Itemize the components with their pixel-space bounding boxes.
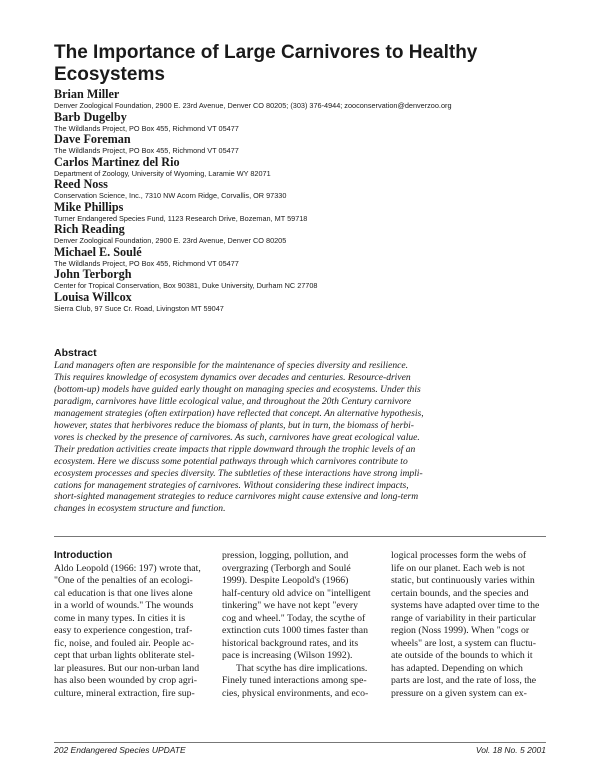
author-name: Mike Phillips <box>54 199 124 214</box>
body-line: wheels" are lost, a system can fluctu- <box>391 637 537 649</box>
author-name: Michael E. Soulé <box>54 244 142 259</box>
author-name: Louisa Willcox <box>54 289 132 304</box>
author-entry <box>54 111 554 134</box>
body-line: lar pleasures. But our non-urban land <box>54 662 200 674</box>
author-name: Reed Noss <box>54 177 108 191</box>
body-line: easy to experience congestion, traf- <box>54 625 193 636</box>
author-name: Barb Dugelby <box>54 109 127 124</box>
abstract-line: ecosystem processes and species diversity. The subtleties of these interactions have strong impli- <box>54 467 423 479</box>
body-line: Aldo Leopold (1966: 197) wrote that, <box>54 562 201 574</box>
body-line: 1999). Despite Leopold's (1966) <box>222 575 349 586</box>
body-column-1 <box>54 550 201 700</box>
body-column-3 <box>391 550 538 700</box>
author-list <box>54 88 554 313</box>
author-affiliation: Center for Tropical Conservation, Box 90381, Duke University, Durham NC 27708 <box>54 281 318 291</box>
author-affiliation: Department of Zoology, University of Wyoming, Laramie WY 82071 <box>54 168 271 178</box>
body-line: cal education is that one lives alone <box>54 587 193 599</box>
body-line: pace is increasing (Wilson 1992). <box>222 650 353 661</box>
author-name: Dave Foreman <box>54 132 131 146</box>
author-entry <box>54 133 554 156</box>
footer-page-label: 202 Endangered Species UPDATE <box>54 745 186 755</box>
body-line: culture, mineral extraction, fire sup- <box>54 687 195 699</box>
footer-divider <box>54 742 546 743</box>
abstract-line: management strategies (often extirpation) have reflected that concept. An alternative hypothesis, <box>54 407 424 419</box>
body-line: That scythe has dire implications. <box>236 662 368 674</box>
author-entry <box>54 201 554 224</box>
body-line: come in many types. In cities it is <box>54 612 186 624</box>
body-column-2 <box>222 550 369 700</box>
author-affiliation: Conservation Science, Inc., 7310 NW Acorn Ridge, Corvallis, OR 97330 <box>54 191 287 201</box>
abstract-line: however, states that herbivores reduce the biomass of plants, but in turn, the biomass of herbi- <box>54 419 414 431</box>
body-line: cept that urban lights obliterate stel- <box>54 650 195 661</box>
abstract-line: Land managers often are responsible for the maintenance of species diversity and resilience. <box>54 360 408 371</box>
abstract-line: ecosystem. Here we discuss some potential pathways through which carnivores contribute to <box>54 455 408 467</box>
abstract-line: This requires knowledge of ecosystem dynamics over decades and centuries. Resource-driven <box>54 371 411 383</box>
abstract-line: changes in ecosystem structure and function. <box>54 503 226 515</box>
body-line: has also been wounded by crop agri- <box>54 675 197 686</box>
body-line: range of variability in their particular <box>391 612 536 624</box>
author-name: John Terborgh <box>54 267 132 281</box>
body-line: has adapted. Depending on which <box>391 662 523 674</box>
abstract-line: short-sighted management strategies to reduce carnivores might cause extensive and long-term <box>54 491 419 503</box>
author-affiliation: Denver Zoological Foundation, 2900 E. 23rd Avenue, Denver CO 80205 <box>54 236 287 246</box>
body-line: cies, physical environments, and eco- <box>222 687 369 699</box>
body-line: systems have adapted over time to the <box>391 600 540 611</box>
body-line: half-century old advice on "intelligent <box>222 587 371 599</box>
author-entry <box>54 246 554 269</box>
body-line: Finely tuned interactions among spe- <box>222 675 367 686</box>
author-affiliation: Sierra Club, 97 Suce Cr. Road, Livingston MT 59047 <box>54 303 224 313</box>
body-line: overgrazing (Terborgh and Soulé <box>222 562 351 574</box>
body-line: ate outside of the bounds to which it <box>391 650 533 661</box>
body-line: cog and wheel." Today, the scythe of <box>222 612 366 624</box>
abstract-line: (bottom-up) models have guided early thought on managing species and ecosystems. Under this <box>54 383 421 395</box>
author-affiliation: The Wildlands Project, PO Box 455, Richmond VT 05477 <box>54 258 239 268</box>
author-affiliation: The Wildlands Project, PO Box 455, Richmond VT 05477 <box>54 146 239 156</box>
body-line: fic, noise, and fouled air. People ac- <box>54 637 194 649</box>
author-entry <box>54 156 554 179</box>
author-entry <box>54 88 554 111</box>
body-line: pression, logging, pollution, and <box>222 550 349 561</box>
footer-volume-label: Vol. 18 No. 5 2001 <box>475 745 546 755</box>
author-affiliation: Denver Zoological Foundation, 2900 E. 23rd Avenue, Denver CO 80205; (303) 376-4944; zooconservation@denverzoo.org <box>54 101 452 111</box>
body-line: tinkering" we have not kept "every <box>222 600 359 611</box>
author-name: Carlos Martinez del Rio <box>54 154 180 169</box>
author-affiliation: The Wildlands Project, PO Box 455, Richmond VT 05477 <box>54 123 239 133</box>
article-title: The Importance of Large Carnivores to Healthy Ecosystems <box>54 42 478 85</box>
abstract-line: paradigm, carnivores have little ecological value, and throughout the 20th Century carnivore <box>54 395 412 407</box>
abstract-divider <box>54 536 546 537</box>
body-line: region (Noss 1999). When "cogs or <box>391 625 530 636</box>
abstract-line: Their predation activities create impacts that ripple downward through the trophic levels of an <box>54 443 416 455</box>
author-entry <box>54 291 554 314</box>
author-affiliation: Turner Endangered Species Fund, 1123 Research Drive, Bozeman, MT 59718 <box>54 213 308 223</box>
abstract-body <box>54 360 546 515</box>
abstract-section <box>54 347 546 515</box>
introduction-heading: Introduction <box>54 550 113 561</box>
author-entry <box>54 223 554 246</box>
abstract-line: vores is checked by the presence of carnivores. As such, carnivores have great ecological value. <box>54 431 420 443</box>
author-entry <box>54 268 554 291</box>
body-line: extinction cuts 1000 times faster than <box>222 625 368 636</box>
abstract-heading: Abstract <box>54 347 97 359</box>
body-line: in a world of wounds." The wounds <box>54 600 194 611</box>
author-entry <box>54 178 554 201</box>
author-name: Rich Reading <box>54 222 125 236</box>
body-line: parts are lost, and the rate of loss, the <box>391 675 537 686</box>
body-line: life on our planet. Each web is not <box>391 562 525 574</box>
body-line: pressure on a given system can ex- <box>391 687 527 699</box>
body-line: historical background rates, and its <box>222 637 359 649</box>
abstract-line: cations for management strategies of carnivores. Without considering these indirect impacts, <box>54 479 409 491</box>
body-line: "One of the penalties of an ecologi- <box>54 575 193 586</box>
body-line: certain bounds, and the species and <box>391 587 529 599</box>
author-name: Brian Miller <box>54 87 120 101</box>
body-line: logical processes form the webs of <box>391 550 527 561</box>
body-line: static, but continuously varies within <box>391 575 535 586</box>
